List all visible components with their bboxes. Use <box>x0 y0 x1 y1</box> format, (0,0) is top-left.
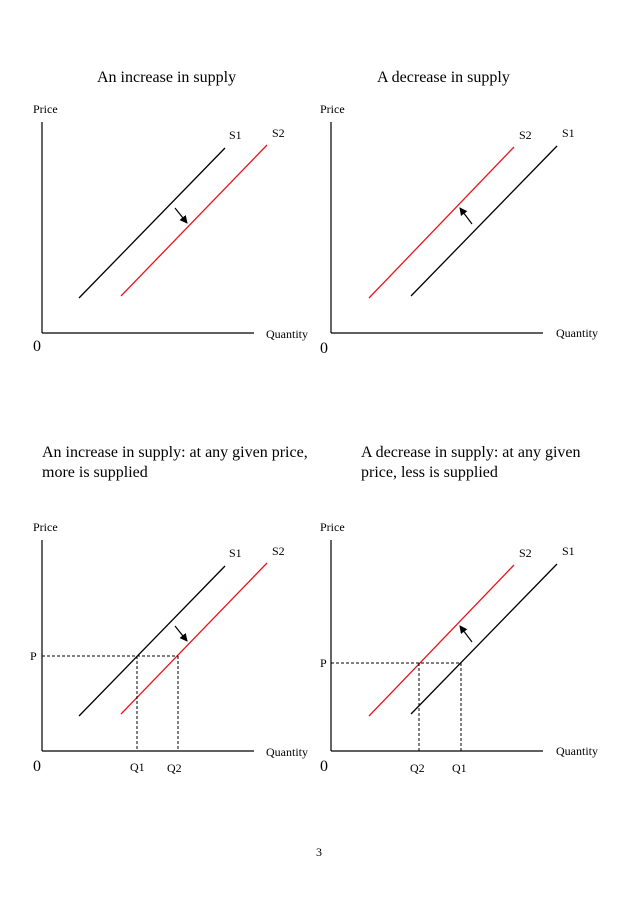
curve-label-s1: S1 <box>562 544 575 558</box>
curve-label-s1: S1 <box>562 126 575 140</box>
y-axis-label: Price <box>320 102 345 116</box>
y-axis-label: Price <box>320 520 345 534</box>
price-label: P <box>320 656 327 670</box>
y-axis-label: Price <box>33 520 58 534</box>
diagram-4 <box>320 520 598 775</box>
curve-label-s1: S1 <box>229 546 242 560</box>
diagram-1 <box>33 102 308 355</box>
curve-label-s1: S1 <box>229 128 242 142</box>
title-line: An increase in supply: at any given price, <box>42 444 308 461</box>
curve-label-s2: S2 <box>519 128 532 142</box>
supply-curve-s1 <box>79 148 225 298</box>
curve-label-s2: S2 <box>272 126 285 140</box>
quantity-label-q1: Q1 <box>452 761 467 775</box>
diagram-3 <box>30 520 308 775</box>
supply-curve-s1 <box>411 564 557 714</box>
x-axis-label: Quantity <box>266 745 308 759</box>
quantity-label-q1: Q1 <box>130 760 145 774</box>
x-axis-label: Quantity <box>556 744 598 758</box>
x-axis-label: Quantity <box>266 327 308 341</box>
supply-curve-s2 <box>121 563 267 714</box>
title-line: more is supplied <box>42 464 148 481</box>
supply-curve-s2 <box>369 565 514 716</box>
title-line: A decrease in supply: at any given <box>361 444 581 461</box>
quantity-label-q2: Q2 <box>167 761 182 775</box>
shift-arrow <box>460 626 472 642</box>
supply-curve-s2 <box>121 145 267 296</box>
shift-arrow <box>460 208 472 224</box>
price-label: P <box>30 649 37 663</box>
origin-label: 0 <box>33 338 41 355</box>
origin-label: 0 <box>320 340 328 357</box>
origin-label: 0 <box>320 758 328 775</box>
title-line: An increase in supply <box>97 69 237 86</box>
x-axis-label: Quantity <box>556 326 598 340</box>
title-line: A decrease in supply <box>377 69 510 86</box>
curve-label-s2: S2 <box>519 546 532 560</box>
supply-curve-s1 <box>411 146 557 296</box>
page-number: 3 <box>316 845 322 859</box>
title-line: price, less is supplied <box>361 464 498 481</box>
shift-arrow <box>175 208 187 223</box>
y-axis-label: Price <box>33 102 58 116</box>
shift-arrow <box>175 626 187 641</box>
curve-label-s2: S2 <box>272 544 285 558</box>
supply-curve-s1 <box>79 566 225 716</box>
origin-label: 0 <box>33 758 41 775</box>
quantity-label-q2: Q2 <box>410 761 425 775</box>
supply-curve-s2 <box>369 147 514 298</box>
diagram-2 <box>320 102 598 357</box>
